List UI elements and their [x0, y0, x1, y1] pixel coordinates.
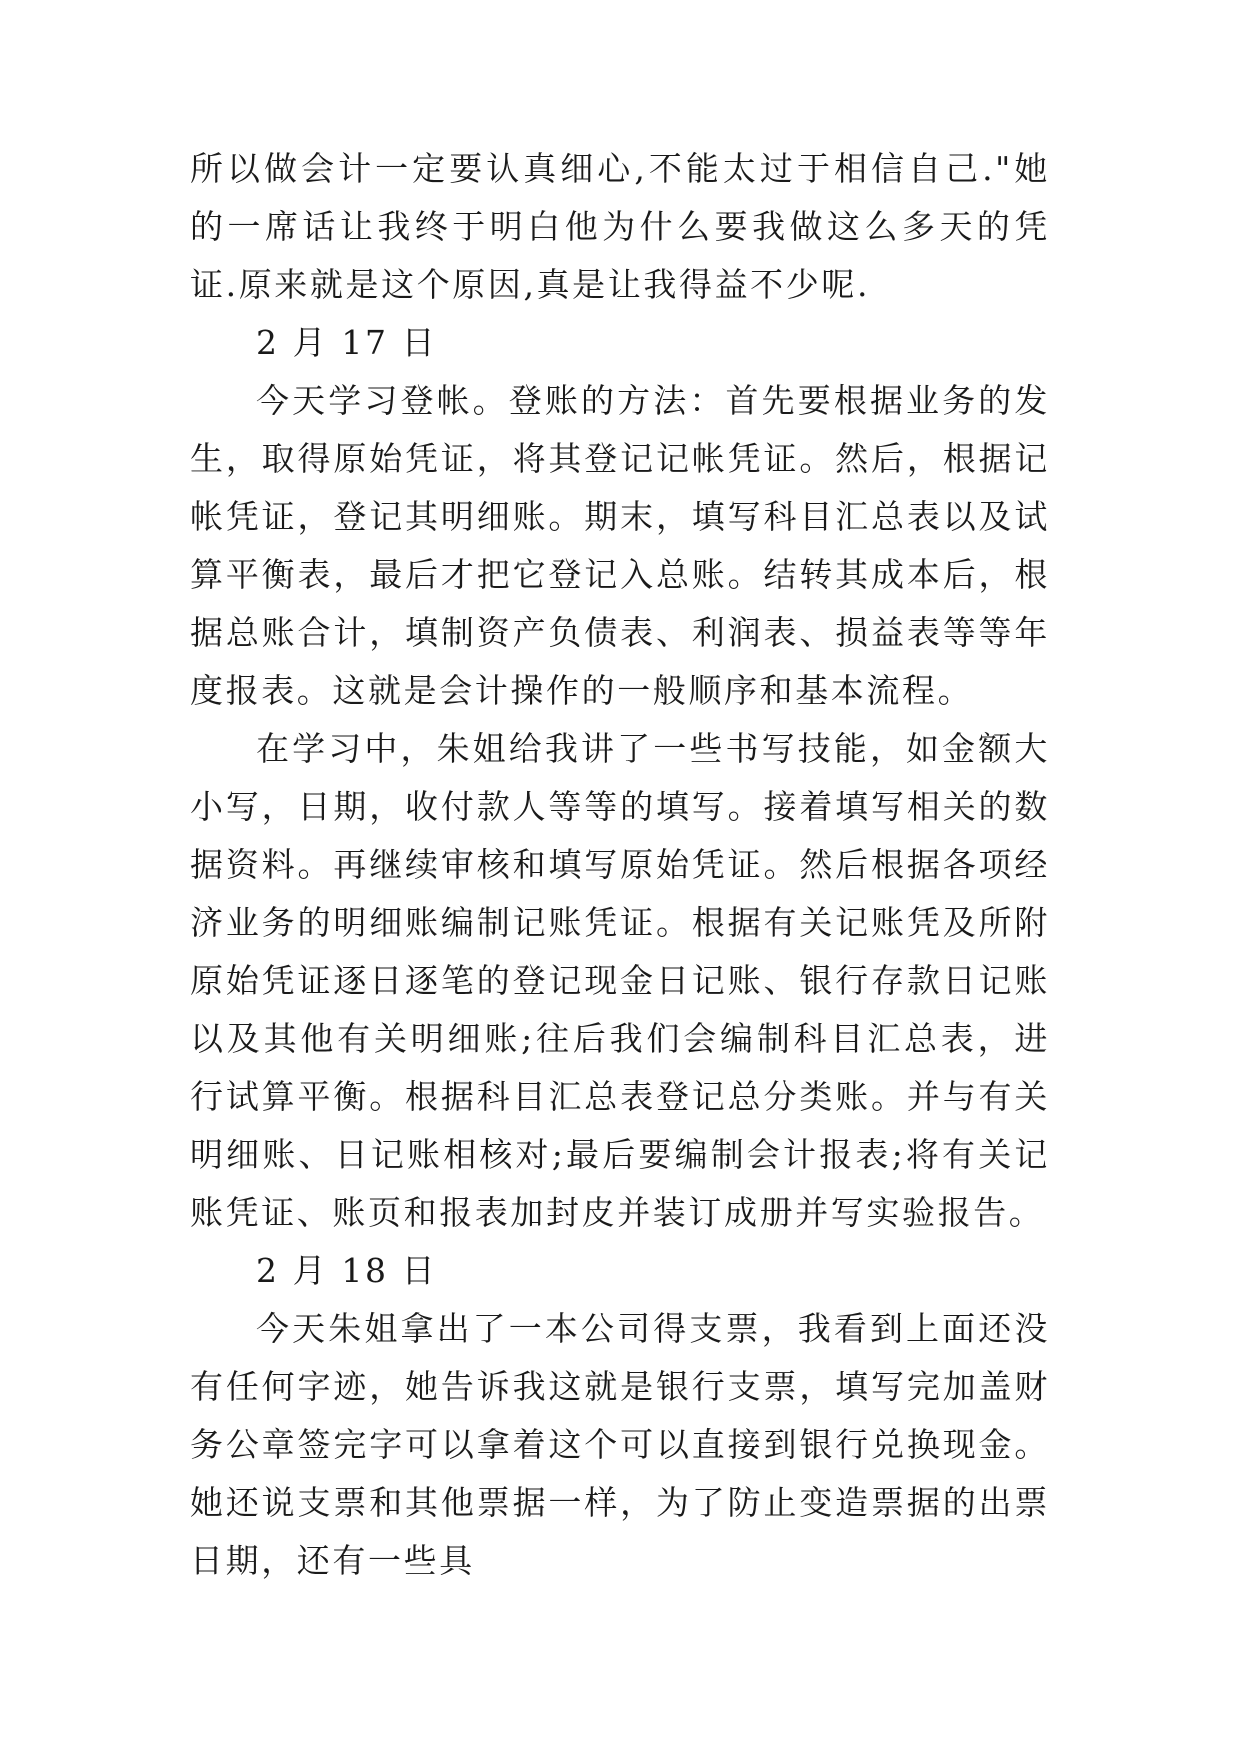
date-heading-feb-18: 2 月 18 日	[256, 1251, 438, 1290]
paragraph-bank-check: 今天朱姐拿出了一本公司得支票，我看到上面还没有任何字迹，她告诉我这就是银行支票，填写完加盖财务公章签完字可以拿着这个可以直接到银行兑换现金。她还说支票和其他票据一样，为了防止变造票据的出票日期，还有一些具	[190, 1309, 1050, 1580]
paragraph-continuation: 所以做会计一定要认真细心,不能太过于相信自己."她的一席话让我终于明白他为什么要我做这么多天的凭证.原来就是这个原因,真是让我得益不少呢.	[190, 149, 1050, 304]
document-body	[190, 140, 1050, 1590]
paragraph-writing-skills: 在学习中，朱姐给我讲了一些书写技能，如金额大小写，日期，收付款人等等的填写。接着填写相关的数据资料。再继续审核和填写原始凭证。然后根据各项经济业务的明细账编制记账凭证。根据有关记账凭及所附原始凭证逐日逐笔的登记现金日记账、银行存款日记账以及其他有关明细账;往后我们会编制科目汇总表，进行试算平衡。根据科目汇总表登记总分类账。并与有关明细账、日记账相核对;最后要编制会计报表;将有关记账凭证、账页和报表加封皮并装订成册并写实验报告。	[190, 729, 1050, 1232]
paragraph-ledger-method: 今天学习登帐。登账的方法：首先要根据业务的发生，取得原始凭证，将其登记记帐凭证。然后，根据记帐凭证，登记其明细账。期末，填写科目汇总表以及试算平衡表，最后才把它登记入总账。结转其成本后，根据总账合计，填制资产负债表、利润表、损益表等等年度报表。这就是会计操作的一般顺序和基本流程。	[190, 381, 1050, 710]
date-heading-feb-17: 2 月 17 日	[256, 323, 438, 362]
